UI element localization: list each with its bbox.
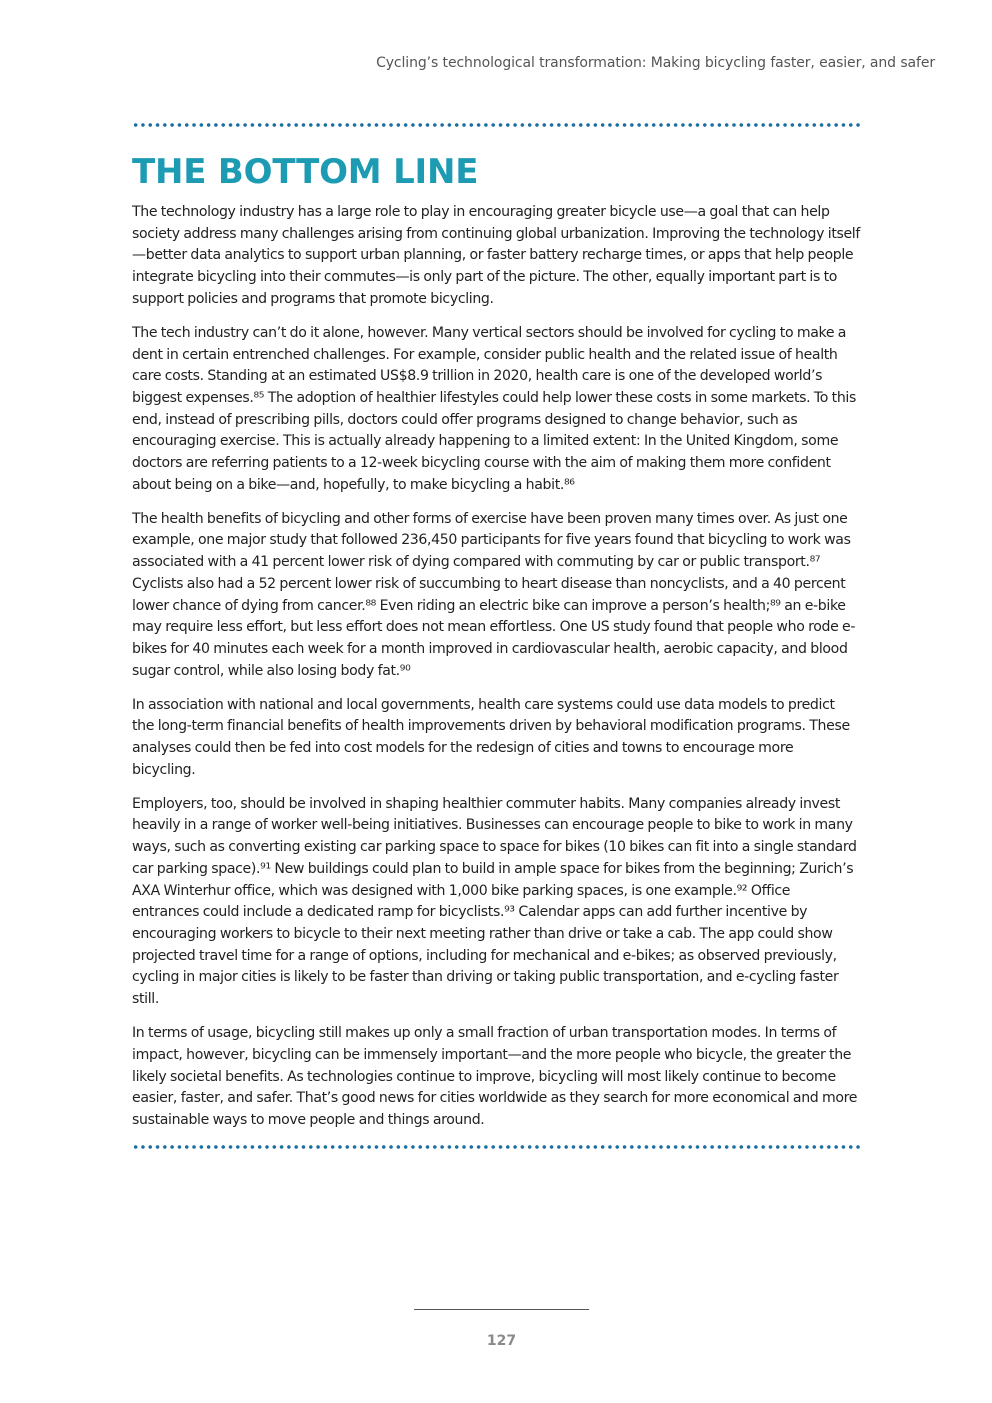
bottom-line-box: [132, 122, 860, 1150]
page-number: 127: [486, 1333, 517, 1349]
section-title: THE BOTTOM LINE: [132, 152, 479, 192]
footer-rule: [414, 1309, 589, 1310]
bottom-dotted-rule: [132, 1144, 860, 1150]
paragraph-6: In terms of usage, bicycling still makes up only a small fraction of urban transportation modes. In terms of impact, however, bicycling can be immensely important—and the more people who bicycle, the greater the likely societal benefits. As technologies continue to improve, bicycling will most likely continue to become easier, faster, and safer. That’s good news for cities worldwide as they search for more economical and more sustainable ways to move people and things around.: [132, 1025, 858, 1128]
paragraph-1: The technology industry has a large role to play in encouraging greater bicycle use—a goal that can help society address many challenges arising from continuing global urbanization. Improving the technology itself—better data analytics to support urban planning, or faster battery recharge times, or apps that help people integrate bicycling into their commutes—is only part of the picture. The other, equally important part is to support policies and programs that promote bicycling.: [132, 204, 860, 307]
paragraph-3: The health benefits of bicycling and other forms of exercise have been proven many times over. As just one example, one major study that followed 236,450 participants for five years found that bicycling to work was associated with a 41 percent lower risk of dying compared with commuting by car or public transport.⁸⁷ Cyclists also had a 52 percent lower risk of succumbing to heart disease than noncyclists, and a 40 percent lower chance of dying from cancer.⁸⁸ Even riding an electric bike can improve a person’s health;⁸⁹ an e-bike may require less effort, but less effort does not mean effortless. One US study found that people who rode e-bikes for 40 minutes each week for a month improved in cardiovascular health, aerobic capacity, and blood sugar control, while also losing body fat.⁹⁰: [132, 510, 856, 679]
paragraph-2: The tech industry can’t do it alone, however. Many vertical sectors should be involved for cycling to make a dent in certain entrenched challenges. For example, consider public health and the related issue of health care costs. Standing at an estimated US$8.9 trillion in 2020, health care is one of the developed world’s biggest expenses.⁸⁵ The adoption of healthier lifestyles could help lower these costs in some markets. To this end, instead of prescribing pills, doctors could offer programs designed to change behavior, such as encouraging exercise. This is actually already happening to a limited extent: In the United Kingdom, some doctors are referring patients to a 12-week bicycling course with the aim of making them more confident about being on a bike—and, hopefully, to make bicycling a habit.⁸⁶: [132, 324, 856, 493]
paragraph-4: In association with national and local governments, health care systems could use data models to predict the long-term financial benefits of health improvements driven by behavioral modification programs. These analyses could then be fed into cost models for the redesign of cities and towns to encourage more bicycling.: [132, 696, 850, 778]
paragraph-5: Employers, too, should be involved in shaping healthier commuter habits. Many companies already invest heavily in a range of worker well-being initiatives. Businesses can encourage people to bike to work in many ways, such as converting existing car parking space to space for bikes (10 bikes can fit into a single standard car parking space).⁹¹ New buildings could plan to build in ample space for bikes from the beginning; Zurich’s AXA Winterhur office, which was designed with 1,000 bike parking spaces, is one example.⁹² Office entrances could include a dedicated ramp for bicyclists.⁹³ Calendar apps can add further incentive by encouraging workers to bicycle to their next meeting rather than drive or take a cab. The app could show projected travel time for a range of options, including for mechanical and e-bikes; as observed previously, cycling in major cities is likely to be faster than driving or taking public transportation, and e-cycling faster still.: [132, 795, 857, 1008]
top-dotted-rule: [132, 122, 860, 128]
running-header-title: Cycling’s technological transformation: Making bicycling faster, easier, and safer: [376, 55, 935, 71]
